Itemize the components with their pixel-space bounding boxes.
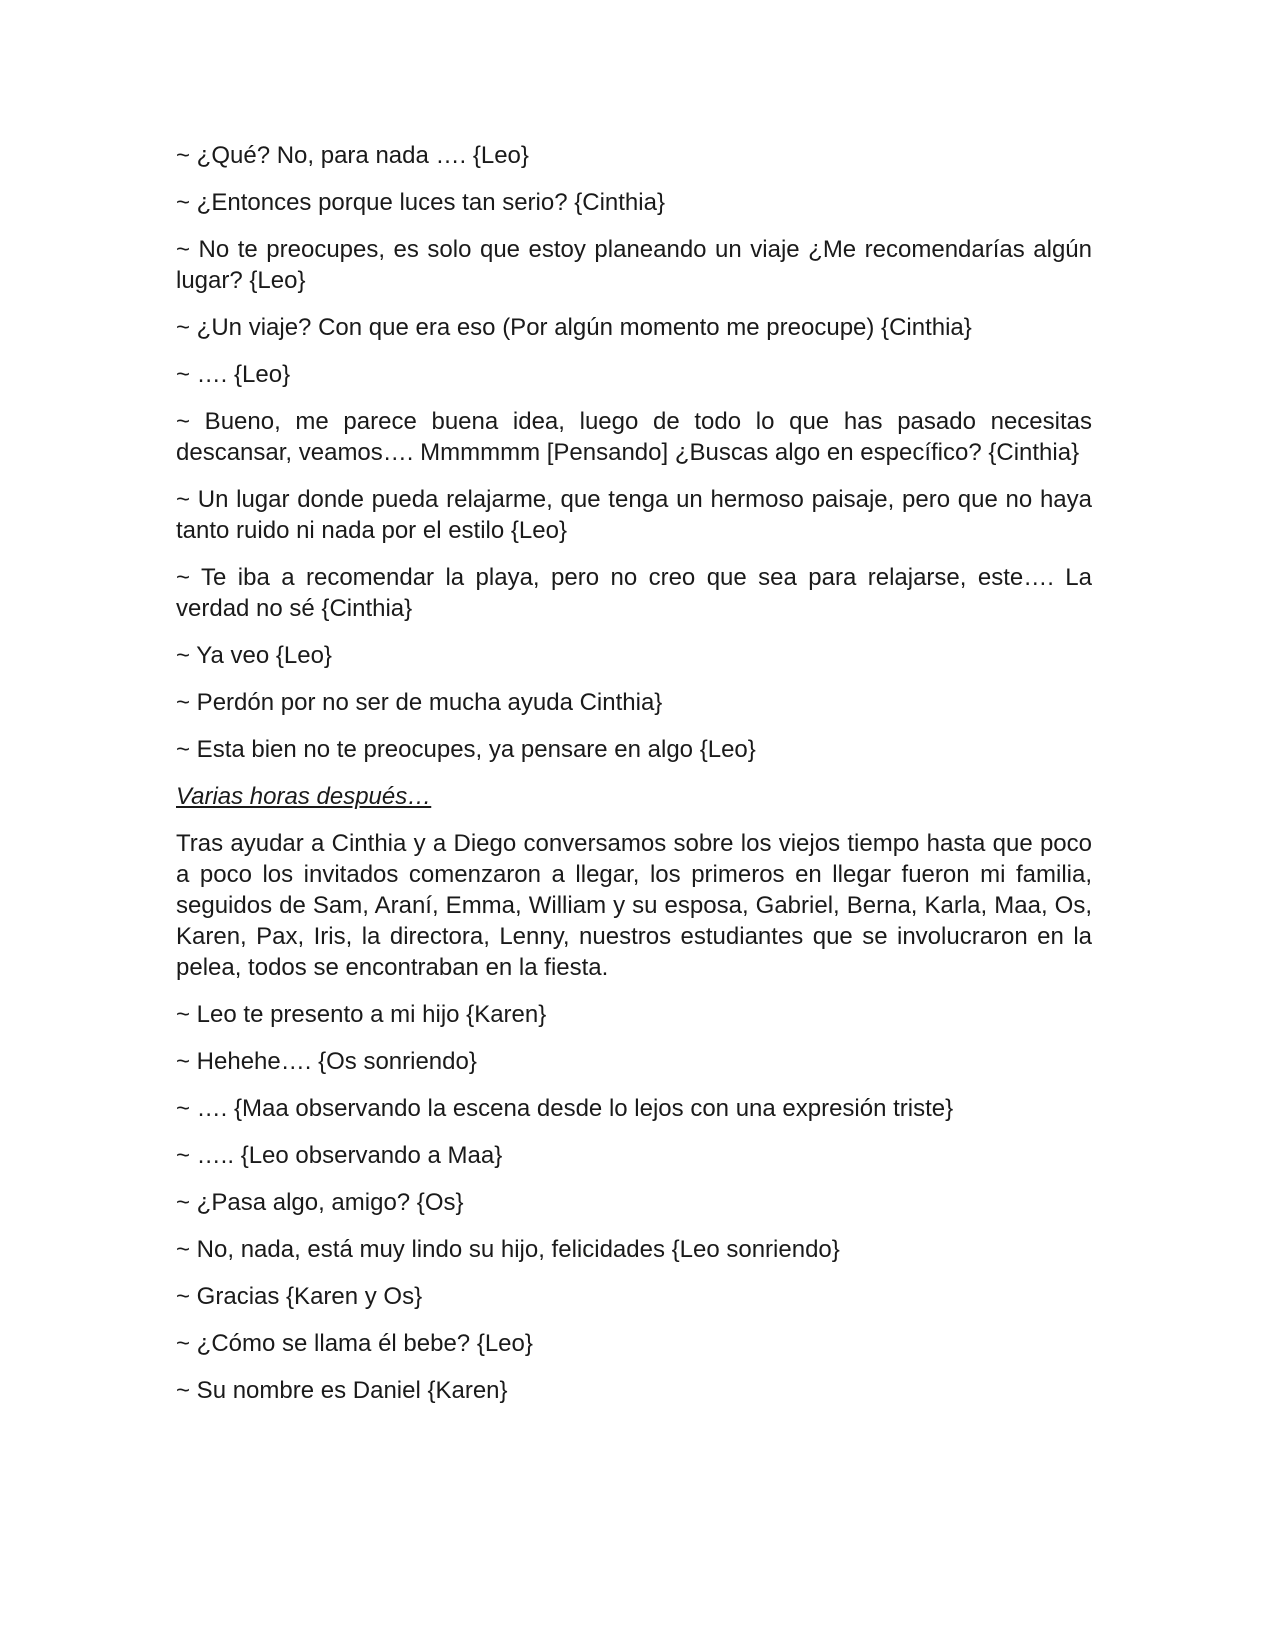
dialogue-line: ~ No te preocupes, es solo que estoy planeando un viaje ¿Me recomendarías algún lugar? {Leo}	[176, 236, 1092, 294]
dialogue-line: ~ Su nombre es Daniel {Karen}	[176, 1377, 508, 1404]
dialogue-line: ~ ¿Qué? No, para nada …. {Leo}	[176, 142, 529, 169]
dialogue-line: ~ Te iba a recomendar la playa, pero no creo que sea para relajarse, este…. La verdad no sé {Cinthia}	[176, 564, 1092, 622]
dialogue-line: ~ No, nada, está muy lindo su hijo, felicidades {Leo sonriendo}	[176, 1236, 840, 1263]
dialogue-line: ~ Perdón por no ser de mucha ayuda Cinthia}	[176, 689, 663, 716]
narrative-paragraph: Tras ayudar a Cinthia y a Diego conversamos sobre los viejos tiempo hasta que poco a poco los invitados comenzaron a llegar, los primeros en llegar fueron mi familia, seguidos de Sam, Araní, Emma, William y su esposa, Gabriel, Berna, Karla, Maa, Os, Karen, Pax, Iris, la directora, Lenny, nuestros estudiantes que se involucraron en la pelea, todos se encontraban en la fiesta.	[176, 830, 1092, 981]
dialogue-line: ~ ¿Cómo se llama él bebe? {Leo}	[176, 1330, 533, 1357]
dialogue-line: ~ Un lugar donde pueda relajarme, que tenga un hermoso paisaje, pero que no haya tanto ruido ni nada por el estilo {Leo}	[176, 486, 1092, 544]
dialogue-line: ~ Ya veo {Leo}	[176, 642, 332, 669]
dialogue-line: ~ ¿Entonces porque luces tan serio? {Cinthia}	[176, 189, 665, 216]
document-page	[176, 140, 1092, 1422]
dialogue-line: ~ Leo te presento a mi hijo {Karen}	[176, 1001, 547, 1028]
dialogue-line: ~ Hehehe…. {Os sonriendo}	[176, 1048, 477, 1075]
dialogue-line: ~ Esta bien no te preocupes, ya pensare en algo {Leo}	[176, 736, 756, 763]
section-heading: Varias horas después…	[176, 783, 432, 810]
dialogue-line: ~ ….. {Leo observando a Maa}	[176, 1142, 503, 1169]
dialogue-line: ~ Gracias {Karen y Os}	[176, 1283, 423, 1310]
dialogue-line: ~ ¿Un viaje? Con que era eso (Por algún momento me preocupe) {Cinthia}	[176, 314, 972, 341]
dialogue-line: ~ …. {Leo}	[176, 361, 291, 388]
dialogue-line: ~ …. {Maa observando la escena desde lo lejos con una expresión triste}	[176, 1095, 954, 1122]
dialogue-line: ~ ¿Pasa algo, amigo? {Os}	[176, 1189, 464, 1216]
dialogue-line: ~ Bueno, me parece buena idea, luego de todo lo que has pasado necesitas descansar, veamos…. Mmmmmm [Pensando] ¿Buscas algo en específico? {Cinthia}	[176, 408, 1092, 466]
